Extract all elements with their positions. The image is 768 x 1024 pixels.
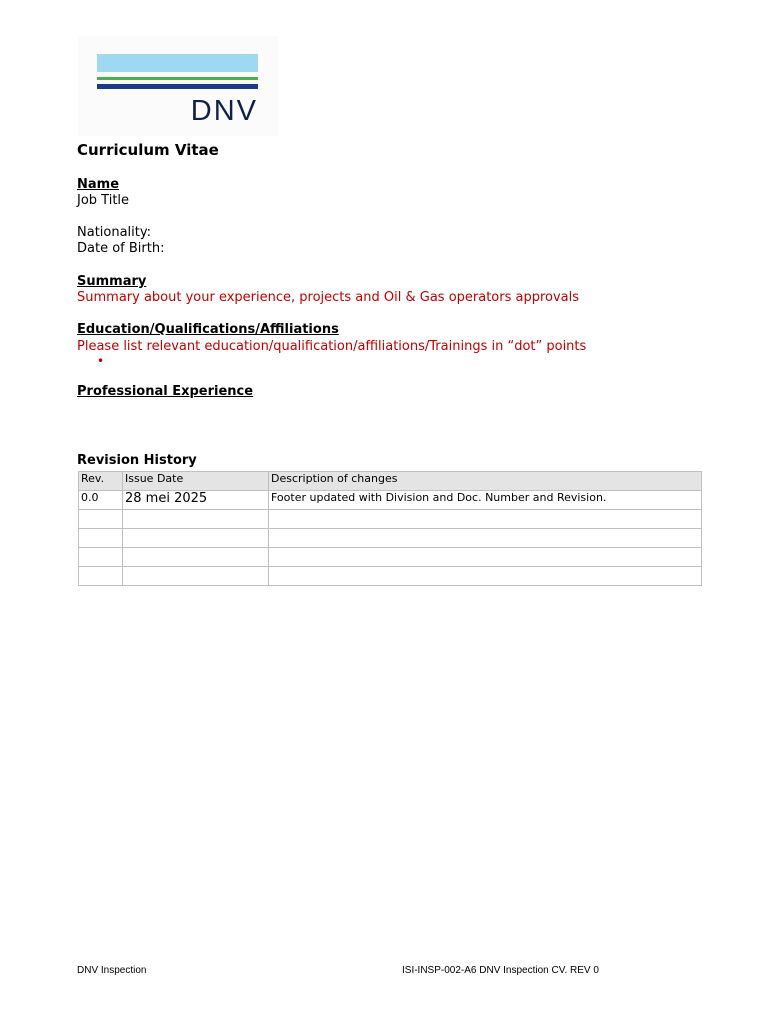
revision-history-title: Revision History	[77, 453, 197, 468]
table-cell	[123, 510, 269, 529]
table-cell	[79, 567, 123, 586]
table-cell	[123, 567, 269, 586]
column-header: Rev.	[79, 472, 123, 491]
experience-heading: Professional Experience	[77, 384, 254, 399]
job-title: Job Title	[77, 193, 130, 208]
footer-left: DNV Inspection	[77, 965, 147, 976]
table-cell	[269, 510, 702, 529]
table-cell	[79, 529, 123, 548]
education-heading: Education/Qualifications/Affiliations	[77, 322, 339, 337]
table-row	[79, 510, 702, 529]
table-cell	[79, 510, 123, 529]
name-heading: Name	[77, 177, 120, 192]
footer-right: ISI-INSP-002-A6 DNV Inspection CV. REV 0	[402, 965, 599, 976]
table-header-row	[79, 472, 702, 491]
logo-navy-bar	[97, 84, 258, 89]
table-cell	[123, 529, 269, 548]
table-row	[79, 548, 702, 567]
table-cell	[123, 548, 269, 567]
education-text: Please list relevant education/qualification/affiliations/Trainings in “dot” points	[77, 339, 587, 354]
table-row	[79, 491, 702, 510]
table-row	[79, 529, 702, 548]
dnv-logo	[78, 36, 278, 136]
table-cell	[269, 548, 702, 567]
education-bullet: •	[97, 354, 105, 368]
table-cell: 28 mei 2025	[123, 491, 269, 510]
table-cell: 0.0	[79, 491, 123, 510]
table-cell: Footer updated with Division and Doc. Number and Revision.	[269, 491, 702, 510]
logo-text: DNV	[190, 95, 258, 127]
revision-table	[78, 471, 702, 586]
table-cell	[269, 567, 702, 586]
date-of-birth-label: Date of Birth:	[77, 241, 165, 256]
column-header: Description of changes	[269, 472, 702, 491]
summary-text: Summary about your experience, projects and Oil & Gas operators approvals	[77, 290, 580, 305]
logo-sky-bar	[97, 54, 258, 72]
column-header: Issue Date	[123, 472, 269, 491]
logo-green-bar	[97, 77, 258, 80]
table-row	[79, 567, 702, 586]
nationality-label: Nationality:	[77, 225, 152, 240]
document-title: Curriculum Vitae	[77, 141, 219, 159]
table-cell	[79, 548, 123, 567]
summary-heading: Summary	[77, 274, 147, 289]
table-cell	[269, 529, 702, 548]
